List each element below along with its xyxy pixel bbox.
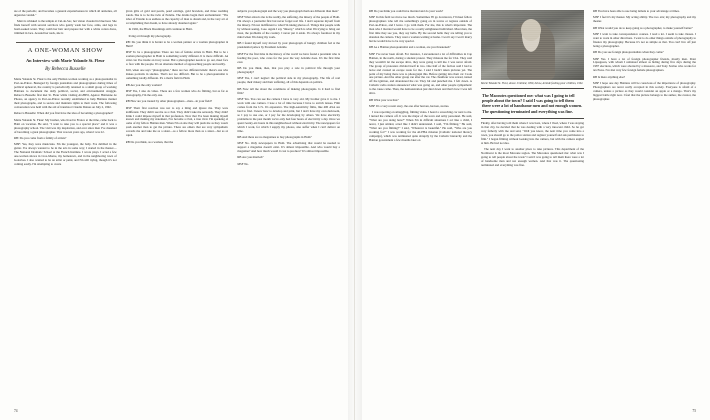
portrait-photograph xyxy=(481,10,584,80)
question-paragraph: RB How are you treated by other photographers—men—in your field? xyxy=(125,99,213,104)
paragraph: Marie Yolande St. Fleur is the only Haitian woman working as a photojournalist in Port-au-Prince. Besieged by foreign journalists and photographers during times of political upheaval, the country is periodically returned to a small group of working Haitians to document the daily political, social, and environmental struggle. Rebecca Busselle first met St. Fleur while visiting AGHPO, Agence Haitienne de Photos, an agency in Port-au-Prince recently established to help Haitians market their photographs, and to secure and maintain rights to their work. The following conversation was held with the aid of translator Claudia Daines on July 2, 1992. xyxy=(14,77,117,109)
question-paragraph: RB Do you think, then, that you play a role in political life through your photography? xyxy=(237,66,341,74)
article-byline: By Rebecca Busselle xyxy=(45,66,86,72)
question-paragraph: MSF Yes. I have a lot of foreign photographer friends, mostly men. Peter Lipsagreen, with whom I remained almost as hiding during five days during the 1987 elections, which were aborted by a massacre, and Tony Savino who works for tex Press. I've met very few foreign female photographers. xyxy=(593,56,696,73)
pull-quote: The Macoutes questioned me: what was I going to tell people about the town? I said I was going to tell them there were a lot of handsome men and not enough women. The questioning terminated and everything was fine. xyxy=(481,88,584,119)
paragraph: ate of the periodic, and becomes a general expansiveness in which all anxieties, all urgencies vanish." xyxy=(14,10,117,17)
answer-paragraph: RB Do you see foreign photojournalists when they come? xyxy=(593,50,664,55)
question-paragraph: RB And there are no magazines to buy photographs in Haiti? xyxy=(237,134,312,139)
answer-paragraph: MSF I've never been afraid. For instance, I encountered a lot of difficulties in Cap Haitien, in the north, during a student protest. They mistook me for CIA. They said they wouldn't let me escape alive, they were going to kill me. I was never afraid. The group of protesters divided itself in two. One half of the faction said I had to leave and created an escape route for me. I said I hadn't taken pictures yet. The point of my being there was to photograph this. Before getting into their car I took one picture. And the other group ran after the car. The chauffeur was scared, turned off the ignition, and abandoned the car. They hit and punched me. I felt down. A Catholic radio station announced what was going on, and other people sympathetic to the cause came. Then, the demonstration just died down and that's how I was left alive. xyxy=(369,51,472,96)
question-paragraph: RB Now tell me about the conditions of making photographs. Is it hard to find film? xyxy=(237,86,341,95)
question-paragraph: MSF I hope one day Haitians will be conscious of the importance of photography. Photographers are never really accepted in this society. Everyone is afraid of a camera, unless a picture as they would consider an apple or a mango. That's my biggest battle right now. I feel that the picture belongs to the author, the creator, the photographer. xyxy=(593,81,696,101)
photo-grain-overlay xyxy=(481,10,584,80)
left-columns xyxy=(14,10,340,380)
page-number-left: 74 xyxy=(14,409,18,413)
answer-paragraph: Still, when one says "photographer," there are two different kinds: there's one who makes portraits in studios. That's not too difficult. But to be a photojournalist is something totally different. It's a man's field in Haiti. xyxy=(125,68,229,81)
answer-paragraph: MSF: Yes, they were musicians. I'm the youngest, the baby. I've dabbled in the guitar. I've always wanted to be in the arts in some way; I started in the theater—The National Dramatic School at the French Institute. I wrote plays. I acted a few one-woman shows in Cros-Morne, my hometown, and in the neighboring town of Gonaives. I also wanted to be an artist or paint, and I'm still trying, though it's not coming easily. I'm attempting to create xyxy=(14,142,117,166)
answer-paragraph: MSF It's a very recent story, the one after heaven, heaven, stories. xyxy=(369,103,450,108)
question-paragraph: Rebecca Busselle: When did you first have the idea of becoming a photographer? xyxy=(14,111,114,116)
answer-paragraph: Marie Yolande St. Fleur: My brother, who lived in France at the time, came back to Haiti on vacation. He said, "I want to take you to a special place" and it was a photography school. The visit was my inspiration, and ever since then I've dreamed of becoming a great photographer. That was ten years ago, when I was 22. xyxy=(14,117,117,134)
article-headline-block xyxy=(14,42,117,73)
answer-paragraph: MSF Yes. You can see the camera I have is very old. My brother gave it to me. I work with one camera. I lose a lot of time because I have to switch lenses. Film comes from the U.S. It's expensive. The high-sensitivity films, like 400 ASA are hard to find. I know how to develop and print, but I don't have my own darkroom, so I pay to use one, or I pay for the developing by others. We have electricity problems in the past month we've only had four hours of electricity a day. Once we spent twenty-six hours in this neighborhood without electricity. The newspapers for which I work, for which I supply my photos, also suffer when I can't deliver on time. xyxy=(237,96,341,133)
answer-paragraph: MSF Their first reaction was not to say a thing and ignore me. They were indifferent. They didn't see me as a rival. They didn't take me seriously. They didn't think I could impose myself in that profession. Now that I've been making myself known and making my statement, I've become a rival, a true rival. I'm speaking of some of my fellow Haitian men. When I'm on site they will push me as they would push another man to get the picture. There are others that are very sympathetic towards me and take me as a sister—as a fellow more than as a sister—but as an equal. xyxy=(125,105,229,138)
left-column-3 xyxy=(237,10,340,380)
headline-rule xyxy=(16,42,115,43)
question-paragraph: MSF I feel it's my theater. My acting ability. The two arts; my photography and my theater. xyxy=(593,15,696,24)
answer-paragraph: MSF For the first time in the history of the world we have found a president who is feeding the poor, who cares for the poor the way Aristide does. It's the first time ever. xyxy=(237,51,341,64)
answer-paragraph: MSF Yes, I can't neglect the political side in my photography. The life of real people, their misery and their suffering, all of this depends on politics. xyxy=(237,76,341,85)
paragraph: Maxi is whisked to the temple at Cul-de-Sac, her vision clouded in blue heat. She finds herself with several servitors who gently wash her face, arms, and legs in basil-soaked water. They comb her hair and prepare her with a white cotton dress, trimmed in lace. Around her neck, she is xyxy=(14,19,117,36)
question-paragraph: RB Do you think you could have married and do your work? xyxy=(369,10,444,13)
paragraph: given gifts of gold and pearls, pearl earrings, gold bracelets, and three wedding bands. She is to be the twin of Erzulie. The drums begin their enchantment: "The labor of Erzulie is as endless as the capacity of man to dream and, in the very act of accomplishing that dream, to have already dreamed again." xyxy=(125,10,229,25)
paragraph: living art through my photography. xyxy=(128,33,172,38)
answer-paragraph: MSF Yes, I also do video. There are a few women who do filming, but as far as photography, I'm the only one. xyxy=(125,88,229,97)
question-paragraph: RB Are you married? xyxy=(237,155,264,160)
paragraph: The next day I went to another place to take pictures. This department of the Northwest is the most Macoute region. The Macoutes questioned me: what was I going to tell people about the town? I said I was going to tell them there were a lot of handsome men and not enough women. And that was it. The questioning terminated and everything was fine. xyxy=(481,146,584,167)
right-page xyxy=(355,0,710,420)
answer-paragraph: MSF No. xyxy=(237,161,249,166)
left-column-1 xyxy=(14,10,117,380)
question-paragraph: RB: Do you think it is harder to be a woman painter or a woman photographer in Haiti? xyxy=(125,39,229,48)
paragraph: RB You have been able to use being female to your advantage at times. xyxy=(593,10,680,13)
page-number-right: 75 xyxy=(692,409,696,413)
left-column-2 xyxy=(126,10,229,380)
right-column-3 xyxy=(593,10,696,380)
question-paragraph: RB I found myself very moved by your photograph of hungry children fed at the presidential palace by President Aristide. xyxy=(237,41,341,50)
right-column-2 xyxy=(481,10,584,380)
question-paragraph: MSF I want to take correspondence courses. I read a lot. I seem to take classes. I want to work in other directions. I want to do other things outside of photography to finance my photography. Because it's not as simple as that. You can't live off just being a photographer. xyxy=(593,31,696,48)
question-paragraph: RB Do you think, as a woman, that the xyxy=(125,139,174,144)
answer-paragraph: RB Is there anything else? xyxy=(593,74,626,79)
article-subtitle: An Interview with Marie Yolande St. Fleur xyxy=(26,57,105,63)
paragraph: In 1992, the Black Dreamings still continue in Haiti. xyxy=(128,27,193,32)
question-paragraph: RB Are you the only woman? xyxy=(125,82,162,87)
answer-paragraph: MSF No. Only newspapers in Haiti. The advertising that would be needed to support a magazine doesn't exist. It's almost impossible. And who would buy a magazine? And how much would it cost to produce? It's almost impossible. xyxy=(237,141,341,154)
paragraph: I was reporting on smuggling, filming video. I heard a screeching car next to me. I turned the camera off. It was the major of the town and army personnel. He said, "What are you doing here?" When I'm in difficult situations I act like a child, I never, I just smiled, acted like I didn't understand. I said, "I'm filming." He said, "What are you filming?" I said, "Whatever is beautiful." He said, "Who are you working for?" I was working for the ALPHA mission (Catholic national literacy campaign), which was terminated quite abruptly by the Catholic hierarchy and the Haitian government a few months later on xyxy=(369,110,472,142)
question-paragraph: RB: Do you come from a family of artists? xyxy=(14,135,67,140)
paragraph: Finally, after having told them where I was born, where I lived, where I was staying in that city, he decided that he was dealing with a very innocent child. So he got very fatherly with me and said, "Well you know, the next time you come into a town, you should go to the police station and register yourself and ask permission to film." I began filming without looking into the camera, but with the camera angled at him. He had no idea. xyxy=(481,120,584,145)
answer-paragraph: MSF What attracts me is the reality, the suffering, the misery of the people of Haiti. I'm always a journalist first but never forget real life. I don't separate myself from the misery. I'm not indifferent to what I'm taking photos of. Things that people walk by without seeing, I see. Again I say "misery," which is what I'm trying to bring out most, the problems of the country. I never put it aside. It's always foremost in my mind when I'm doing my work. xyxy=(237,15,341,40)
photo-caption: Marie Yolande St. Fleur, above. Untitled, 1990, below, Armide feeding poor children, 1992. xyxy=(481,81,584,85)
photo-figure xyxy=(481,10,584,85)
question-paragraph: RB What year was that? xyxy=(369,97,399,102)
right-column-1 xyxy=(369,10,472,380)
right-columns xyxy=(369,10,696,380)
answer-paragraph: MSF In this field we move too much. Sometimes I'll go downtown, I'll meet fellow photographers who tell me something's going on in towns or regions outside of Port-au-Prince, and I leave. I go with them. For me, this is what's important. The man who I married would have to be a really enlightened individual. Most men, the first time they see you, they say hello. By the second hello they are telling you to abandon the camera. They want a woman waiting at home. I won't say I won't marry but he would have to be very special. xyxy=(369,15,472,44)
answer-paragraph: MSF To be a photographer. There are lots of female artists in Haiti. But to be a woman photographer in Haiti is something totally different. It is more difficult. An artist can live inside an ivory tower. But a photographer needs to go out, meet face to face with the people. It's an alternate method of approaching people and reality. xyxy=(125,50,229,67)
paragraph: subjects you photograph and the way you photograph them are different than men? xyxy=(237,10,339,13)
article-title: A ONE-WOMAN SHOW xyxy=(27,47,103,55)
answer-paragraph: RB What would you do to keep going as a photographer, to make yourself better? xyxy=(593,25,693,30)
question-paragraph: RB As a Haitian photojournalist and a woman, are you threatened? xyxy=(369,45,451,50)
